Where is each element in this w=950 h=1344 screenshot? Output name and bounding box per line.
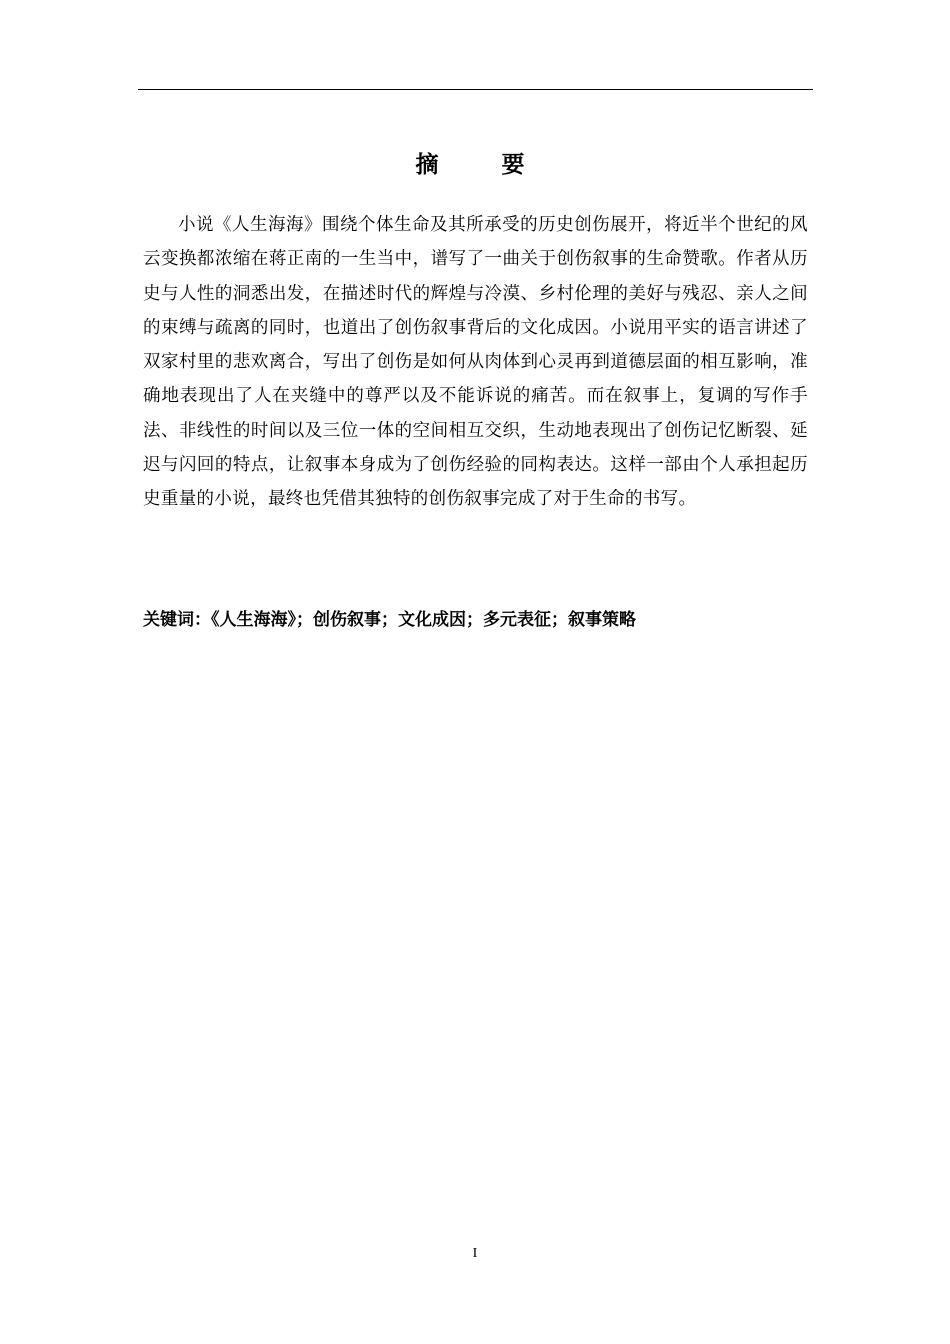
keywords-text: 《人生海海》；创伤叙事；文化成因；多元表征；叙事策略 bbox=[211, 610, 636, 630]
header-rule bbox=[138, 89, 813, 90]
keywords-label: 关键词： bbox=[143, 610, 211, 630]
abstract-body: 小说《人生海海》围绕个体生命及其所承受的历史创伤展开，将近半个世纪的风云变换都浓缩在蒋正南的一生当中，谱写了一曲关于创伤叙事的生命赞歌。作者从历史与人性的洞悉出发，在描述时代的辉煌与冷漠、乡村伦理的美好与残忍、亲人之间的束缚与疏离的同时，也道出了创伤叙事背后的文化成因。小说用平实的语言讲述了双家村里的悲欢离合，写出了创伤是如何从肉体到心灵再到道德层面的相互影响，准确地表现出了人在夹缝中的尊严以及不能诉说的痛苦。而在叙事上，复调的写作手法、非线性的时间以及三位一体的空间相互交织，生动地表现出了创伤记忆断裂、延迟与闪回的特点，让叙事本身成为了创伤经验的同构表达。这样一部由个人承担起历史重量的小说，最终也凭借其独特的创伤叙事完成了对于生命的书写。 bbox=[143, 215, 808, 510]
keywords-line bbox=[143, 605, 808, 635]
page-title: 摘 要 bbox=[415, 152, 545, 178]
page-number: I bbox=[472, 1246, 478, 1261]
